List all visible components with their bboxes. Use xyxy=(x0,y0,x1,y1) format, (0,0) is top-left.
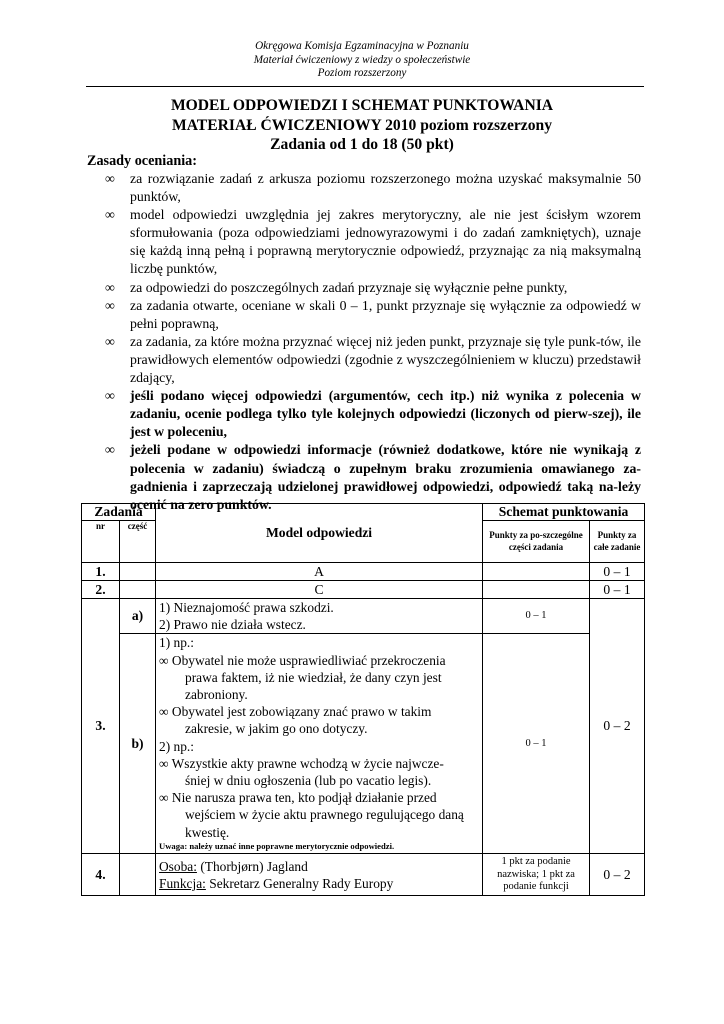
header-line-2: Materiał ćwiczeniowy z wiedzy o społeczeństwie xyxy=(253,53,471,66)
task-part xyxy=(120,581,156,599)
task-number: 2. xyxy=(82,581,120,599)
table-row xyxy=(82,854,645,896)
task-answer: C xyxy=(156,581,483,599)
rule-item: ∞ model odpowiedzi uwzględnia jej zakres merytoryczny, ale nie jest ścisłym wzorem sformułowania (poza odpowiedziami jednowyrazowymi i do zadań zamkniętych), uznaje się każdą inną pełną i poprawną merytorycznie odpowiedź, przyznając za nią maksymalną liczbę punktów, xyxy=(105,207,641,277)
task-part-points xyxy=(483,563,590,581)
infinity-bullet-icon: ∞ xyxy=(105,333,115,349)
table-row xyxy=(82,634,645,854)
rule-item: ∞ za zadania otwarte, oceniane w skali 0 – 1, punkt przyznaje się wyłącznie za odpowiedź w pełni poprawną, xyxy=(105,297,641,331)
infinity-bullet-icon: ∞ xyxy=(105,297,115,313)
task-part: a) xyxy=(120,599,156,634)
rule-item: ∞ jeśli podano więcej odpowiedzi (argumentów, cech itp.) niż wynika z polecenia w zadaniu, ocenie podlega tylko tyle kolejnych odpowiedzi (liczonych od pierw-szej), ile jest w poleceniu, xyxy=(105,388,641,440)
infinity-bullet-icon: ∞ xyxy=(105,442,115,458)
task-answer: 1) Nieznajomość prawa szkodzi. 2) Prawo nie działa wstecz. xyxy=(156,599,483,634)
rules-list xyxy=(105,170,641,514)
header-nr: nr xyxy=(82,521,120,563)
task-part-points: 0 – 1 xyxy=(483,599,590,634)
task-part xyxy=(120,854,156,896)
table-row xyxy=(82,581,645,599)
task-number: 1. xyxy=(82,563,120,581)
note-text: Uwaga: należy uznać inne poprawne merytorycznie odpowiedzi. xyxy=(159,840,395,851)
table-row xyxy=(82,599,645,634)
header-line-1: Okręgowa Komisja Egzaminacyjna w Poznaniu xyxy=(255,40,469,52)
header-line-3: Poziom rozszerzony xyxy=(317,67,407,80)
task-answer: A xyxy=(156,563,483,581)
task-total-points: 0 – 1 xyxy=(590,563,645,581)
task-total-points: 0 – 2 xyxy=(590,599,645,854)
task-part-points: 1 pkt za podanie nazwiska; 1 pkt za podanie funkcji xyxy=(483,854,590,896)
title-line-1: MODEL ODPOWIEDZI I SCHEMAT PUNKTOWANIA xyxy=(170,97,554,114)
rules-heading: Zasady oceniania: xyxy=(87,153,197,169)
infinity-bullet-icon: ∞ xyxy=(105,388,115,404)
task-number: 3. xyxy=(82,599,120,854)
task-answer: Osoba: (Thorbjørn) Jagland Funkcja: Sekretarz Generalny Rady Europy xyxy=(156,854,483,896)
task-part-points: 0 – 1 xyxy=(483,634,590,854)
task-total-points: 0 – 1 xyxy=(590,581,645,599)
rule-item: ∞ jeżeli podane w odpowiedzi informacje (również dodatkowe, które nie wynikają z polecenia w zadaniu) świadczą o zupełnym braku zrozumienia omawianego za-gadnienia i zaprzeczają udzielonej prawidłowej odpowiedzi, odpowiedź taką na-leży ocenić na zero punktów. xyxy=(105,442,641,512)
task-total-points: 0 – 2 xyxy=(590,854,645,896)
task-part: b) xyxy=(120,634,156,854)
task-number: 4. xyxy=(82,854,120,896)
infinity-bullet-icon: ∞ xyxy=(105,171,115,186)
header-divider xyxy=(86,86,644,87)
infinity-bullet-icon: ∞ xyxy=(105,279,115,295)
title-line-3: Zadania od 1 do 18 (50 pkt) xyxy=(270,136,454,153)
infinity-bullet-icon: ∞ xyxy=(105,207,115,223)
scoring-table xyxy=(81,503,645,896)
table-row xyxy=(82,563,645,581)
header-schemat: Schemat punktowania xyxy=(483,504,645,521)
header-punkty-czesci: Punkty za po-szczególne części zadania xyxy=(483,521,590,563)
header-czesc: część xyxy=(120,521,156,563)
rule-item: ∞ za odpowiedzi do poszczególnych zadań przyznaje się wyłącznie pełne punkty, xyxy=(105,279,641,297)
rule-item: ∞ za rozwiązanie zadań z arkusza poziomu rozszerzonego można uzyskać maksymalnie 50 punktów, xyxy=(105,171,641,205)
task-part xyxy=(120,563,156,581)
header-punkty-cale: Punkty za całe zadanie xyxy=(590,521,645,563)
document-title xyxy=(0,96,724,155)
task-part-points xyxy=(483,581,590,599)
page-header xyxy=(0,40,724,81)
rule-item: ∞ za zadania, za które można przyznać więcej niż jeden punkt, przyznaje się tyle punk-tów, ile prawidłowych elementów odpowiedzi (zgodnie z wyszczególnieniem w kluczu) przedstawił zdający, xyxy=(105,333,641,386)
title-line-2: MATERIAŁ ĆWICZENIOWY 2010 poziom rozszerzony xyxy=(171,116,552,134)
header-zadania: Zadania xyxy=(82,504,156,521)
task-answer: 1) np.: ∞ Obywatel nie może usprawiedliwiać przekroczenia prawa faktem, iż nie wiedział, że dany czyn jest zabroniony. ∞ Obywatel jest zobowiązany znać prawo w takim zakresie, w jakim go ono dotyczy. 2) np.: ∞ Wszystkie akty prawne wchodzą w życie najwcze- śniej w dniu ogłoszenia (lub po vacatio legis). ∞ Nie narusza prawa ten, kto podjął działanie przed wejściem w życie aktu prawnego regulującego daną kwestię. Uwaga: należy uznać inne poprawne merytorycznie odpowiedzi. xyxy=(156,634,483,854)
header-model: Model odpowiedzi xyxy=(156,504,483,563)
